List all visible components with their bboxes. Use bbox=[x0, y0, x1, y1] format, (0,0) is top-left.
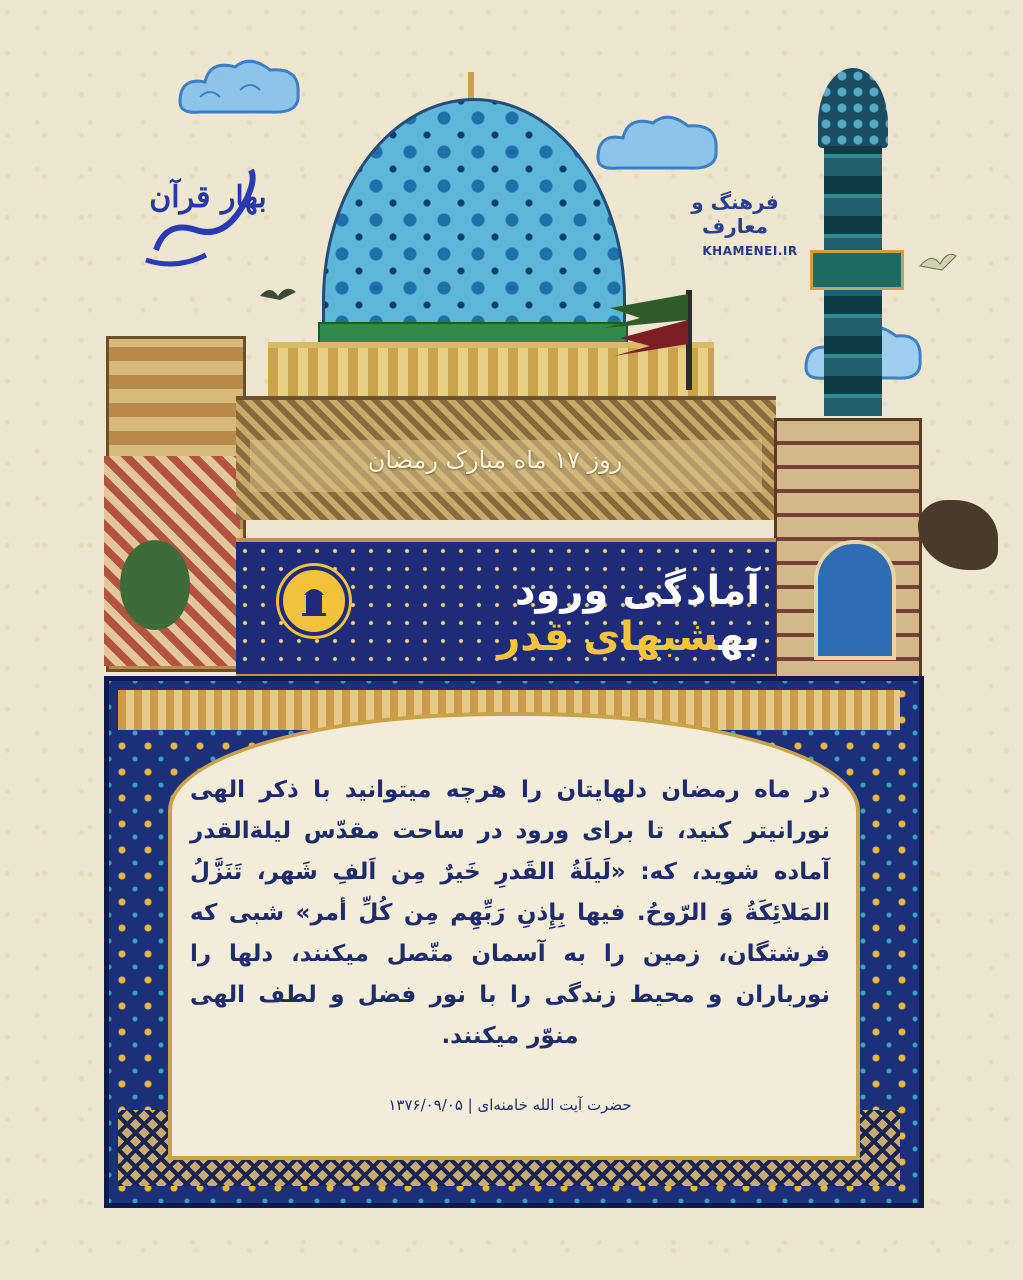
org-logo-text: فرهنگ و معارف bbox=[691, 190, 779, 238]
series-logo-text: بهار قرآن bbox=[149, 180, 267, 215]
flags-icon bbox=[600, 290, 692, 360]
minaret-balcony bbox=[810, 250, 904, 290]
title-highlight: شبهای قدر bbox=[497, 614, 719, 660]
tree-left bbox=[120, 540, 190, 630]
cloud-center bbox=[588, 108, 728, 178]
bird-left-icon bbox=[258, 282, 298, 308]
cloud-left bbox=[170, 52, 310, 122]
title-part-1: آمادگی ورود به bbox=[515, 568, 760, 660]
site-logo: KHAMENEI.IR bbox=[702, 244, 798, 258]
quote-text: در ماه رمضان دلهایتان را هرچه میتوانید با ذکر الهی نورانیتر کنید، تا برای ورود در ساحت مقدّس لیلة‌القدر آماده شوید، که: «لَیلَةُ القَدرِ خَیرٌ مِن اَلفِ شَهر، تَنَزَّلُ المَلائِکَةُ وَ الرّوحُ. فیها بِإِذنِ رَبِّهِم مِن کُلِّ أمر» شبی که فرشتگان، زمین را به آسمان متّصل میکنند، دلها را نورباران و محیط زندگی را با نور فضل و لطف الهی منوّر میکنند. bbox=[190, 777, 830, 1049]
blue-arch bbox=[814, 540, 896, 660]
page-title bbox=[360, 568, 760, 660]
date-line: روز ۱۷ ماه مبارک رمضان bbox=[367, 446, 623, 474]
emblem-icon bbox=[279, 566, 349, 636]
bird-right-icon bbox=[918, 248, 958, 278]
attribution: حضرت آیت الله خامنه‌ای | ۱۳۷۶/۰۹/۰۵ bbox=[388, 1096, 632, 1114]
bahar-quran-logo-icon bbox=[136, 160, 276, 280]
